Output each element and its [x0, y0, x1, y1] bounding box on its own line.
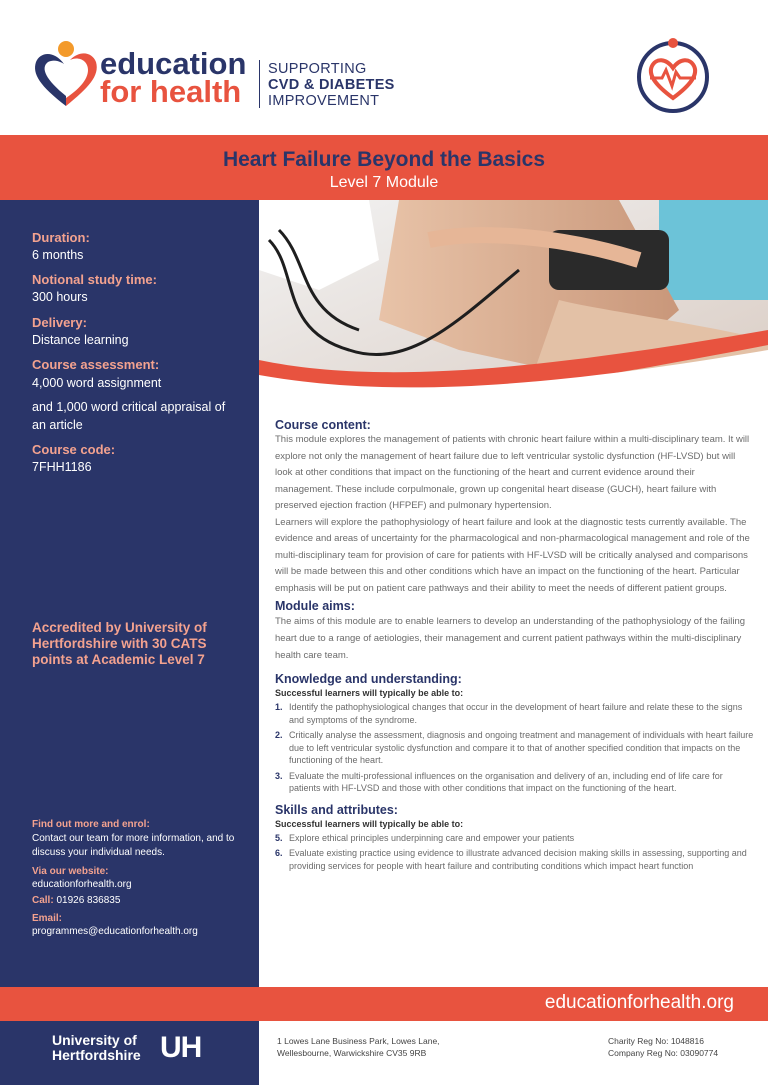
knowledge-subheading: Successful learners will typically be able to:: [275, 688, 464, 698]
list-item: [275, 770, 755, 795]
list-text: Identify the pathophysiological changes that occur in the development of heart failure and relate these to the signs and symptoms of the syndrome.: [289, 702, 743, 725]
list-number: 3.: [275, 770, 283, 781]
list-number: 1.: [275, 702, 283, 712]
duration-label: Duration:: [32, 230, 90, 245]
email-heading: Email:: [32, 913, 63, 924]
registration: [608, 1035, 718, 1059]
knowledge-heading: Knowledge and understanding:: [275, 672, 462, 686]
main-content: [275, 418, 755, 872]
footer-website-link[interactable]: educationforhealth.org: [544, 992, 734, 1013]
list-text: Explore ethical principles underpinning care and empower your patients: [289, 832, 575, 843]
module-aims-text: The aims of this module are to enable learners to develop an understanding of the pathophysiology of the failing heart due to a range of aetiologies, their management and current patient pathways within the multi-disciplinary health care team.: [275, 616, 746, 661]
header: [0, 0, 768, 135]
enrol-heading: Find out more and enrol:: [32, 819, 150, 830]
study-time-value: 300 hours: [32, 290, 88, 304]
website-link[interactable]: educationforhealth.org: [32, 879, 132, 890]
tagline-line2: CVD & DIABETES: [268, 77, 395, 93]
university-block: [0, 1021, 259, 1085]
enrol-text: Contact our team for more information, and to discuss your individual needs.: [32, 833, 235, 858]
header-divider: [259, 60, 260, 108]
brand-line2: for health: [100, 74, 242, 109]
heart-logo-icon: [30, 40, 102, 112]
university-line1: University of: [52, 1032, 137, 1048]
list-text: Evaluate the multi-professional influences on the organisation and delivery of an, including end of life care for patients with HF-LVSD and those with other conditions that impact on the functioning of the heart.: [289, 770, 723, 793]
university-line2: Hertfordshire: [52, 1047, 141, 1063]
course-code-value: 7FHH1186: [32, 460, 92, 474]
charity-reg: Charity Reg No: 1048816: [608, 1036, 704, 1046]
assessment-value2: and 1,000 word critical appraisal of an article: [32, 400, 226, 432]
list-number: 6.: [275, 848, 283, 858]
tagline-line3: IMPROVEMENT: [268, 93, 380, 109]
brand-line1: education: [100, 46, 247, 81]
sidebar: [0, 200, 259, 987]
delivery-value: Distance learning: [32, 333, 129, 347]
company-reg: Company Reg No: 03090774: [608, 1048, 719, 1058]
tagline-line1: SUPPORTING: [268, 61, 367, 77]
page-title: Heart Failure Beyond the Basics: [222, 148, 546, 171]
assessment-value1: 4,000 word assignment: [32, 376, 162, 390]
footer: [0, 1021, 768, 1085]
call-line: [32, 894, 247, 908]
list-number: 2.: [275, 730, 283, 740]
title-band: [0, 135, 768, 200]
skills-list: [275, 832, 755, 873]
tagline: [268, 61, 395, 109]
list-item: [275, 832, 755, 845]
list-item: [275, 701, 755, 726]
study-time-label: Notional study time:: [32, 272, 157, 287]
module-aims-heading: Module aims:: [275, 599, 355, 613]
knowledge-list: [275, 701, 755, 795]
address-line2: Wellesbourne, Warwickshire CV35 9RB: [277, 1048, 427, 1058]
course-content-p2: Learners will explore the pathophysiology of heart failure and look at the diagnostic tests currently available. The evidence and areas of uncertainty for the pharmacological and non-pharmacological management and role of the multi-disciplinary team for provision of care for patients with HF-LVSD will be critically analysed and comparisons will be made between this and other conditions which have an impact on the functioning of the heart. Particular emphasis will be put on patient care pathways and their ability to meet the needs of different patient groups.: [275, 516, 750, 594]
blood-pressure-photo: [259, 200, 768, 415]
duration-value: 6 months: [32, 248, 84, 262]
uh-logo: UH: [160, 1031, 202, 1064]
heartbeat-badge-icon: [634, 38, 712, 116]
skills-subheading: Successful learners will typically be able to:: [275, 818, 464, 829]
list-number: 5.: [275, 832, 283, 843]
email-link[interactable]: programmes@educationforhealth.org: [32, 926, 198, 937]
list-text: Evaluate existing practice using evidence to illustrate advanced decision making skills in assessing, supporting and providing services for people with heart failure and contributing conditions which impact heart function: [289, 848, 747, 871]
assessment-label: Course assessment:: [32, 357, 160, 372]
phone-number[interactable]: 01926 836835: [56, 895, 121, 906]
website-heading: Via our website:: [32, 866, 109, 877]
address: [277, 1035, 440, 1059]
list-item: [275, 847, 755, 872]
skills-heading: Skills and attributes:: [275, 802, 398, 817]
brand-name: [100, 46, 247, 109]
course-code-label: Course code:: [32, 442, 116, 457]
accreditation-text: Accredited by University of Hertfordshire with 30 CATS points at Academic Level 7: [32, 620, 207, 667]
footer-band: [0, 987, 768, 1021]
delivery-label: Delivery:: [32, 315, 87, 330]
page-subtitle: Level 7 Module: [329, 174, 439, 191]
course-content-p1: This module explores the management of patients with chronic heart failure within a multi-disciplinary team. It will explore not only the management of heart failure due to left ventricular systolic dysfunction (HF-LVSD) but will look at other conditions that impact on the functioning of the heart and current evidence around their management. These include corpulmonale, grown up congenital heart disease (GUCH), heart failure with preserved ejection fraction (HFPEF) and pulmonary hypertension.: [275, 434, 750, 511]
list-item: [275, 729, 755, 767]
list-text: Critically analyse the assessment, diagnosis and ongoing treatment and management of individuals with heart failure due to left ventricular systolic dysfunction and compare it to that of another specified condition that impacts on the functioning of the heart.: [289, 730, 754, 765]
university-name: [52, 1033, 141, 1063]
course-content-heading: Course content:: [275, 418, 371, 432]
address-line1: 1 Lowes Lane Business Park, Lowes Lane,: [277, 1036, 440, 1046]
call-label: Call:: [32, 895, 54, 906]
